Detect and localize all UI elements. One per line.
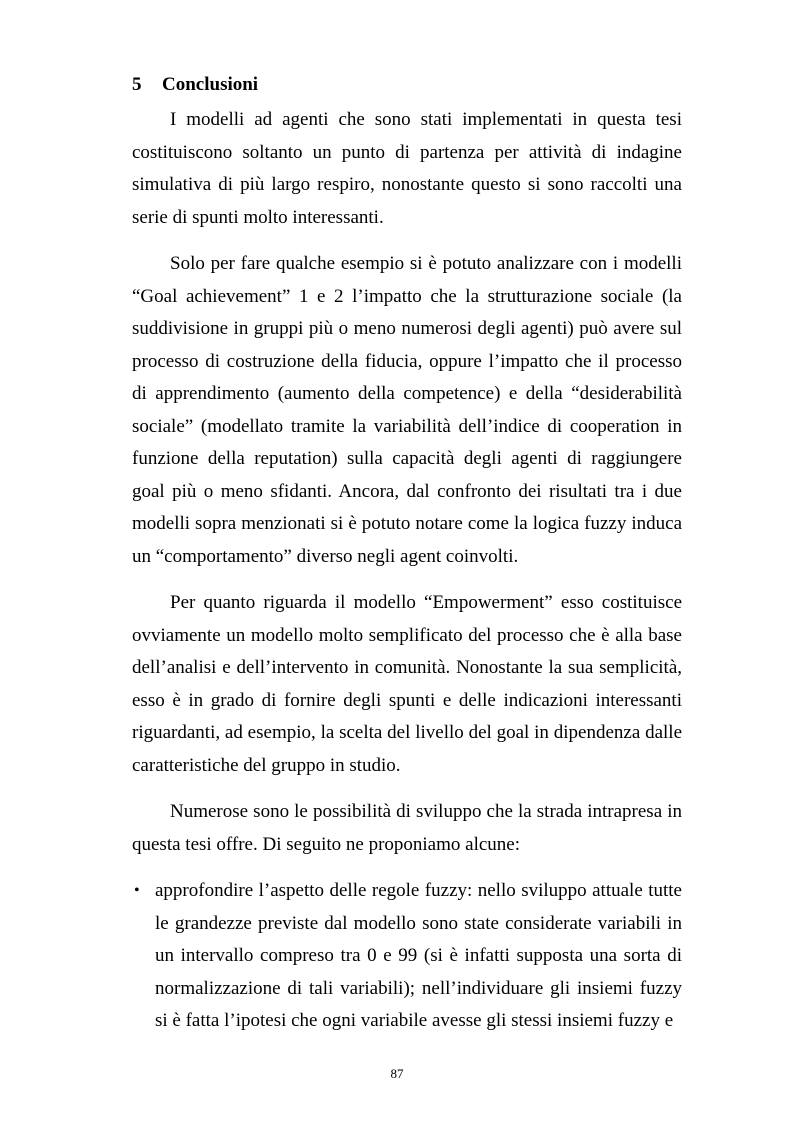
section-number: 5 xyxy=(132,74,142,95)
section-title: Conclusioni xyxy=(162,74,259,95)
paragraph-intro: I modelli ad agenti che sono stati implementati in questa tesi costituiscono soltanto un punto di partenza per attività di indagine simulativa di più largo respiro, nonostante questo si sono raccolti una serie di spunti molto interessanti. xyxy=(132,109,682,228)
page-number: 87 xyxy=(390,1066,404,1081)
section-heading xyxy=(132,70,682,100)
paragraph-developments: Numerose sono le possibilità di sviluppo che la strada intrapresa in questa tesi offre. Di seguito ne proponiamo alcune: xyxy=(132,801,682,855)
list-item-text: approfondire l’aspetto delle regole fuzzy: nello sviluppo attuale tutte le grandezze previste dal modello sono state considerate variabili in un intervallo compreso tra 0 e 99 (si è infatti supposta una sorta di normalizzazione di tali variabili); nell’individuare gli insiemi fuzzy si è fatta l’ipotesi che ogni variabile avesse gli stessi insiemi fuzzy e xyxy=(155,880,682,1031)
page-body xyxy=(132,70,682,1038)
paragraph-empowerment: Per quanto riguarda il modello “Empowerment” esso costituisce ovviamente un modello molto semplificato del processo che è alla base dell’analisi e dell’intervento in comunità. Nonostante la sua semplicità, esso è in grado di fornire degli spunti e delle indicazioni interessanti riguardanti, ad esempio, la scelta del livello del goal in dipendenza dalle caratteristiche del gruppo in studio. xyxy=(132,592,682,776)
list-item xyxy=(132,875,682,1038)
bullet-icon: • xyxy=(134,882,140,899)
development-list xyxy=(132,875,682,1038)
paragraph-goal-achievement: Solo per fare qualche esempio si è potuto analizzare con i modelli “Goal achievement” 1 e 2 l’impatto che la strutturazione sociale (la suddivisione in gruppi più o meno numerosi degli agenti) può avere sul processo di costruzione della fiducia, oppure l’impatto che il processo di apprendimento (aumento della competence) e della “desiderabilità sociale” (modellato tramite la variabilità dell’indice di cooperation in funzione della reputation) sulla capacità degli agenti di raggiungere goal più o meno sfidanti. Ancora, dal confronto dei risultati tra i due modelli sopra menzionati si è potuto notare come la logica fuzzy induca un “comportamento” diverso negli agent coinvolti. xyxy=(132,253,682,567)
